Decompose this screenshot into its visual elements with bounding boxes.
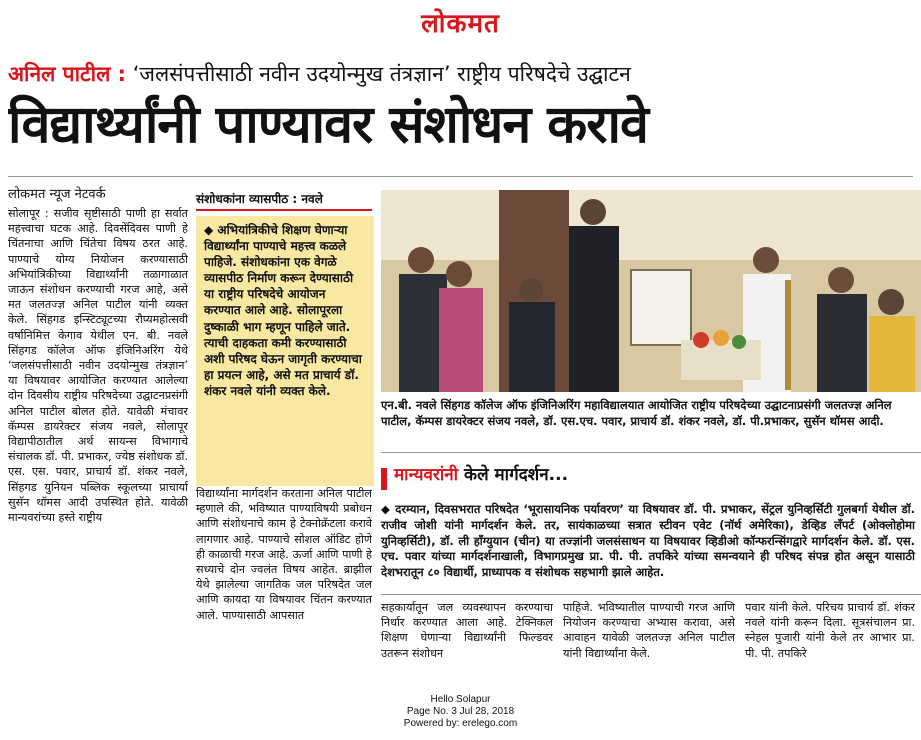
article-kicker <box>8 60 913 88</box>
bottom-column-3: पवार यांनी केले. परिचय प्राचार्य डॉ. शंकर नवले यांनी करून दिला. सूत्रसंचालन प्रा. स्नेहल पुजारी यांनी केले तर आभार प्रा. पी. पी. तपकिरे <box>745 601 915 660</box>
article-column-1: सोलापूर : सजीव सृष्टीसाठी पाणी हा सर्वात महत्त्वाचा घटक आहे. दिवसेंदिवस पाणी हे चिंतनाचा आणि चिंतेचा विषय ठरत आहे. पाण्याचे योग्य नियोजन करण्यासाठी अभियांत्रिकीच्या विद्यार्थ्यांनी तळागाळात जाऊन संशोधन करण्याची गरज आहे, असे मत जलतज्ज्ञ अनिल पाटील यांनी व्यक्त केले. सिंहगड इन्स्टिट्यूटच्या रौप्यमहोत्सवी वर्षानिमित्त केगाव येथील एन. बी. नवले सिंहगड कॉलेज ऑफ इंजिनिअरिंग येथे ‘जलसंपत्तीसाठी नवीन उदयोन्मुख तंत्रज्ञान’ या विषयावर आयोजित करण्यात आलेल्या दोन दिवसीय राष्ट्रीय परिषदेच्या उद्घाटनप्रसंगी अनिल पाटील बोलत होते. यावेळी मंचावर कॅम्पस डायरेक्टर संजय नवले, सोलापूर विद्यापीठातील अर्थ सायन्स विभागाचे संचालक डॉ. पी. प्रभाकर, ज्येष्ठ संशोधक डॉ. एस. एस. पवार, प्राचार्य डॉ. शंकर नवले, सिंहगड युनियन पब्लिक स्कूलच्या प्राचार्या सुसॅन थॉमस आदी उपस्थित होते. यावेळी मान्यवरांच्या हस्ते राष्ट्रीय <box>8 207 188 525</box>
guidance-heading-red: मान्यवरांनी <box>394 465 459 485</box>
photo-caption: एन.बी. नवले सिंहगड कॉलेज ऑफ इंजिनिअरिंग महाविद्यालयात आयोजित राष्ट्रीय परिषदेच्या उद्घाटनाप्रसंगी जलतज्ज्ञ अनिल पाटील, कॅम्पस डायरेक्टर संजय नवले, डॉ. एस.एच. पवार, प्राचार्य डॉ. शंकर नवले, डॉ. पी.प्रभाकर, सुसॅन थॉमस आदी. <box>381 398 892 428</box>
sidebar-box <box>196 216 374 486</box>
byline: लोकमत न्यूज नेटवर्क <box>8 187 106 202</box>
subheading-accent <box>381 468 387 490</box>
sidebar-heading: संशोधकांना व्यासपीठ : नवले <box>196 190 372 211</box>
sidebar-text: ◆ अभियांत्रिकीचे शिक्षण घेणाऱ्या विद्यार्थ्यांना पाण्याचे महत्त्व कळले पाहिजे. संशोधकांना एक वेगळे व्यासपीठ निर्माण करून देण्यासाठी या राष्ट्रीय परिषदेचे आयोजन करण्यात आले आहे. सोलापूरला दुष्काळी भाग म्हणून पाहिले जाते. त्याची दाहकता कमी करण्यासाठी अशी परिषद घेऊन जागृती करण्याचा हा प्रयत्न आहे, असे मत प्राचार्य डॉ. शंकर नवले यांनी व्यक्त केले. <box>204 223 362 398</box>
guidance-heading <box>394 462 921 485</box>
article-column-2: विद्यार्थ्यांना मार्गदर्शन करताना अनिल पाटील म्हणाले की, भविष्यात पाण्याविषयी प्रबोधन आणि संशोधनाचे काम हे टेक्नोक्रॅटला करावे लागणार आहे. पाण्याचे सोशल ऑडिट होणे ही काळाची गरज आहे. ऊर्जा आणि पाणी हे सध्याचे दोन ज्वलंत विषय आहेत. ब्राझील येथे झालेल्या जागतिक जल परिषदेत जल आणि कायदा या विषयावर चिंतन करण्यात आले. पाण्यासाठी आपसात <box>196 487 372 622</box>
footer-source: Hello Solapur <box>430 694 491 705</box>
headline: विद्यार्थ्यांनी पाण्यावर संशोधन करावे <box>8 95 648 155</box>
kicker-text: ‘जलसंपत्तीसाठी नवीन उदयोन्मुख तंत्रज्ञान’ राष्ट्रीय परिषदेचे उद्घाटन <box>132 62 631 86</box>
caption-divider <box>381 452 921 453</box>
bottom-divider <box>381 594 921 595</box>
event-photo <box>381 190 921 392</box>
page-footer <box>0 686 921 730</box>
kicker-name: अनिल पाटील : <box>8 62 127 86</box>
footer-powered-by: Powered by: erelego.com <box>403 718 518 729</box>
bottom-column-1: सहकार्यातून जल व्यवस्थापन करण्याचा निर्धार करण्यात आला आहे. टेक्निकल शिक्षण घेणाऱ्या विद्यार्थ्यांनी फिल्डवर उतरून संशोधन <box>381 601 553 660</box>
newspaper-logo: लोकमत <box>421 9 500 39</box>
guidance-heading-black: केले मार्गदर्शन... <box>464 465 569 485</box>
headline-divider <box>8 176 913 177</box>
footer-page-date: Page No. 3 Jul 28, 2018 <box>406 706 515 717</box>
guidance-text: ◆ दरम्यान, दिवसभरात परिषदेत ‘भूरासायनिक पर्यावरण’ या विषयावर डॉ. पी. प्रभाकर, सेंट्रल युनिव्हर्सिटी गुलबर्गा येथील डॉ. राजीव जोशी यांनी मार्गदर्शन केले. तर, सायंकाळच्या सत्रात स्टीवन एवेट (नॉर्थ अमेरिका), डेव्हिड लॅंपर्ट (ओक्लोहोमा युनिव्हर्सिटी), डॉ. ली हॉंग्युयान (चीन) या तज्ज्ञांनी जलसंसाधन या विषयावर व्हिडीओ कॉन्फरन्सिंगद्वारे मार्गदर्शन केले. डॉ. एस. एच. पवार यांच्या मार्गदर्शनाखाली, विभागप्रमुख प्रा. पी. पी. तपकिरे यांच्या समन्वयाने ही परिषद संपन्न होत असून यासाठी देशभरातून ८० विद्यार्थी, प्राध्यापक व संशोधक सहभागी झाले आहेत. <box>381 502 915 580</box>
bottom-column-2: पाहिजे. भविष्यातील पाण्याची गरज आणि नियोजन करण्याचा अभ्यास करावा, असे आवाहन यावेळी जलतज्ज्ञ अनिल पाटील यांनी विद्यार्थ्यांना केले. <box>563 601 735 660</box>
